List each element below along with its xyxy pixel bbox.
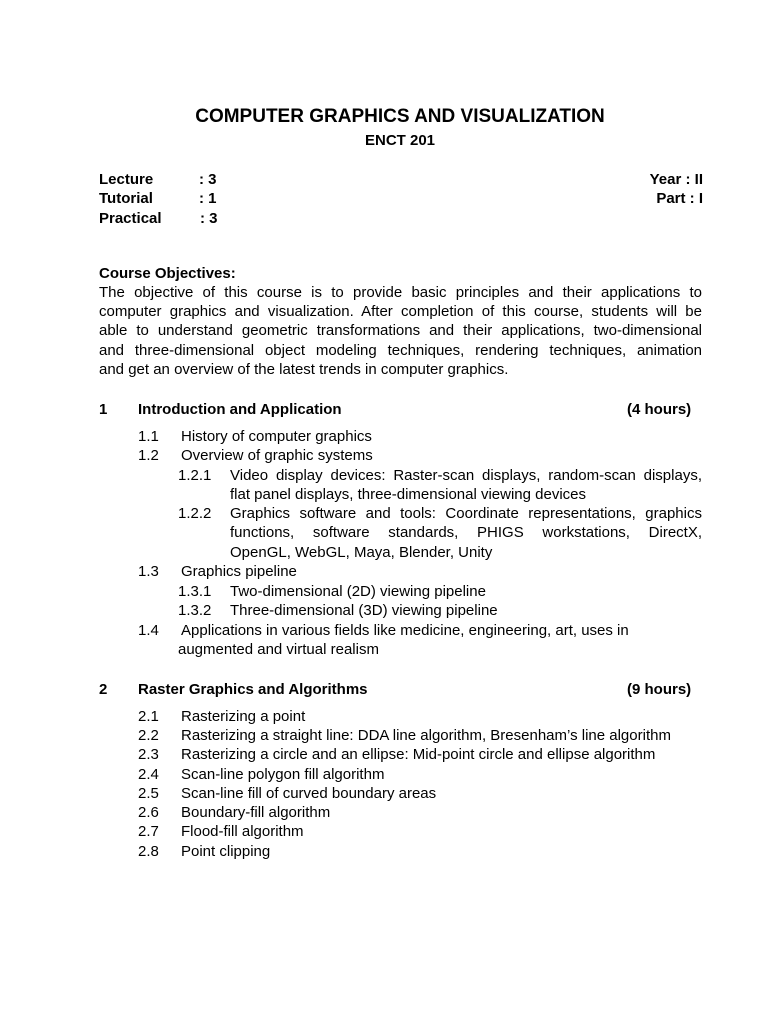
item-number: 2.5 — [138, 785, 159, 802]
chapter-number: 1 — [99, 401, 108, 418]
item-text: Three-dimensional (3D) viewing pipeline — [230, 602, 498, 619]
lecture-label: Lecture — [99, 171, 154, 188]
item-text: Flood-fill algorithm — [181, 823, 304, 840]
item-number: 1.2.1 — [178, 467, 212, 484]
practical-label: Practical — [99, 210, 162, 227]
item-number: 1.3 — [138, 563, 159, 580]
objectives-line: and get an overview of the latest trends in computer graphics. — [99, 361, 509, 378]
objectives-line: computer graphics and visualization. After completion of this course, students will be — [99, 303, 702, 320]
objectives-line: and three-dimensional object modeling techniques, rendering techniques, animation — [99, 342, 702, 359]
chapter-hours: (9 hours) — [627, 681, 692, 698]
tutorial-label: Tutorial — [99, 190, 153, 207]
item-number: 1.4 — [138, 622, 159, 639]
item-text: Scan-line polygon fill algorithm — [181, 766, 385, 783]
item-number: 1.2 — [138, 447, 159, 464]
item-number: 1.3.2 — [178, 602, 212, 619]
item-number: 2.8 — [138, 843, 159, 860]
item-number: 2.4 — [138, 766, 159, 783]
item-text: Scan-line fill of curved boundary areas — [181, 785, 437, 802]
item-text: Boundary-fill algorithm — [181, 804, 331, 821]
course-code: ENCT 201 — [364, 132, 436, 149]
objectives-line: The objective of this course is to provide basic principles and their applications to — [99, 284, 702, 301]
item-text: History of computer graphics — [181, 428, 372, 445]
item-number: 2.2 — [138, 727, 159, 744]
year-info: Year : II — [649, 171, 703, 188]
item-text: Two-dimensional (2D) viewing pipeline — [230, 583, 486, 600]
chapter-title: Introduction and Application — [138, 401, 342, 418]
item-text: Rasterizing a point — [181, 708, 306, 725]
item-number: 1.1 — [138, 428, 159, 445]
tutorial-value: : 1 — [199, 190, 217, 207]
lecture-value: : 3 — [199, 171, 217, 188]
objectives-heading: Course Objectives: — [99, 265, 236, 282]
item-text: functions, software standards, PHIGS workstations, DirectX, — [230, 524, 702, 541]
chapter-hours: (4 hours) — [627, 401, 692, 418]
item-text: Rasterizing a straight line: DDA line algorithm, Bresenham’s line algorithm — [181, 727, 671, 744]
item-text: Overview of graphic systems — [181, 447, 373, 464]
chapter-title: Raster Graphics and Algorithms — [138, 681, 368, 698]
item-number: 1.2.2 — [178, 505, 212, 522]
chapter-number: 2 — [99, 681, 108, 698]
item-text: augmented and virtual realism — [178, 641, 379, 658]
item-number: 2.6 — [138, 804, 159, 821]
practical-value: : 3 — [200, 210, 218, 227]
item-text: Applications in various fields like medicine, engineering, art, uses in — [181, 622, 629, 639]
item-number: 2.1 — [138, 708, 159, 725]
item-text: OpenGL, WebGL, Maya, Blender, Unity — [230, 544, 493, 561]
item-number: 2.7 — [138, 823, 159, 840]
item-text: Graphics software and tools: Coordinate representations, graphics — [230, 505, 702, 522]
objectives-line: able to understand geometric transformations and their applications, two-dimensional — [99, 322, 702, 339]
part-info: Part : I — [656, 190, 703, 207]
item-number: 1.3.1 — [178, 583, 212, 600]
item-text: Video display devices: Raster-scan displays, random-scan displays, — [230, 467, 702, 484]
item-text: Graphics pipeline — [181, 563, 297, 580]
item-text: flat panel displays, three-dimensional viewing devices — [230, 486, 587, 503]
item-text: Rasterizing a circle and an ellipse: Mid-point circle and ellipse algorithm — [181, 746, 656, 763]
item-text: Point clipping — [181, 843, 271, 860]
item-number: 2.3 — [138, 746, 159, 763]
page-title: COMPUTER GRAPHICS AND VISUALIZATION — [195, 106, 605, 127]
